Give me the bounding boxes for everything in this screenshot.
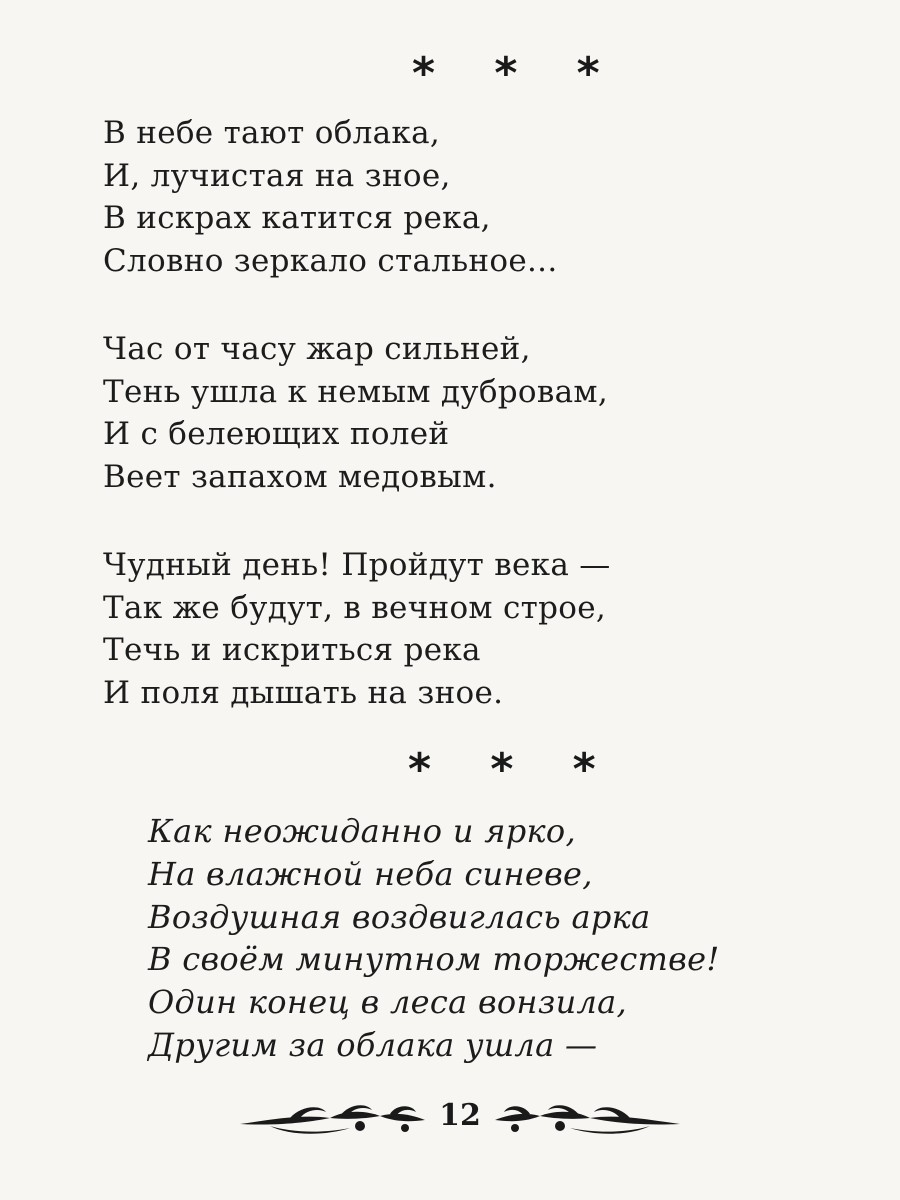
poem-line: И поля дышать на зное. bbox=[103, 674, 504, 711]
poem-line: Веет запахом медовым. bbox=[103, 458, 497, 495]
poem-line: В искрах катится река, bbox=[103, 200, 491, 236]
stanza-3 bbox=[103, 544, 611, 714]
poem-line: Тень ушла к немым дубровам, bbox=[103, 373, 608, 410]
poem-line: И с белеющих полей bbox=[103, 416, 450, 452]
poem-line: Как неожиданно и ярко, bbox=[148, 812, 576, 850]
poem-line: Воздушная воздвиглась арка bbox=[148, 897, 651, 936]
poem-line: И, лучистая на зное, bbox=[103, 157, 451, 194]
poem-line: Час от часу жар сильней, bbox=[103, 331, 531, 367]
stanza-2 bbox=[103, 328, 608, 498]
page-footer bbox=[230, 1092, 690, 1142]
poem-line: В своём минутном торжестве! bbox=[148, 940, 720, 979]
stanza-1 bbox=[103, 112, 557, 282]
poem-line: Один конец в леса вонзила, bbox=[148, 983, 628, 1022]
section-divider-stars: * * * bbox=[412, 48, 622, 99]
poem-2-stanza bbox=[148, 810, 720, 1067]
poem-line: Другим за облака ушла — bbox=[148, 1025, 598, 1064]
page-number: 12 bbox=[439, 1098, 481, 1133]
poem-line: На влажной неба синеве, bbox=[148, 854, 593, 893]
poem-line: Чудный день! Пройдут века — bbox=[103, 547, 611, 583]
poem-line: Словно зеркало стальное... bbox=[103, 242, 558, 279]
section-divider-stars: * * * bbox=[408, 744, 618, 795]
poem-line: Течь и искриться река bbox=[103, 632, 481, 668]
poem-line: В небе тают облака, bbox=[103, 115, 441, 151]
poem-line: Так же будут, в вечном строе, bbox=[103, 589, 607, 626]
